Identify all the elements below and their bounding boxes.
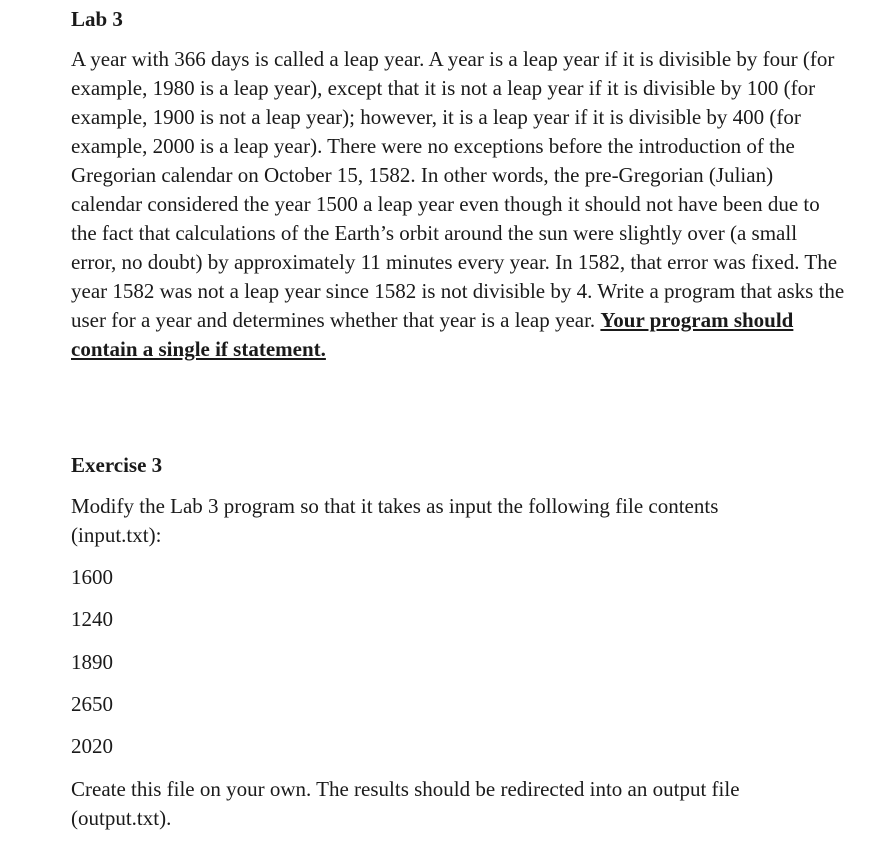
input-year: 1600 [71,565,113,589]
lab-heading: Lab 3 [71,7,123,31]
lab-description-text: A year with 366 days is called a leap year. A year is a leap year if it is divisible by four (for example, 1980 is a leap year), except that it is not a leap year if it is divisible by 100 (for example, 1900 is not a leap year); however, it is a leap year if it is divisible by 400 (for example, 2000 is a leap year). There were no exceptions before the introduction of the Gregorian calendar on October 15, 1582. In other words, the pre-Gregorian (Julian) calendar considered the year 1500 a leap year even though it should not have been due to the fact that calculations of the Earth’s orbit around the sun were slightly over (a small error, no doubt) by approximately 11 minutes every year. In 1582, that error was fixed. The year 1582 was not a leap year since 1582 is not divisible by 4. Write a program that asks the user for a year and determines whether that year is a leap year. [71,47,845,332]
exercise-closing: Create this file on your own. The results should be redirected into an output file (output.txt). [71,777,740,830]
input-year: 1890 [71,650,113,674]
lab-description [71,45,846,364]
lab-requirement-emphasis: Your program should contain a single if statement. [71,308,794,361]
input-year: 2650 [71,692,113,716]
exercise-intro: Modify the Lab 3 program so that it takes as input the following file contents (input.txt): [71,494,719,547]
input-year: 2020 [71,734,113,758]
exercise-heading: Exercise 3 [71,453,163,477]
input-year: 1240 [71,607,113,631]
